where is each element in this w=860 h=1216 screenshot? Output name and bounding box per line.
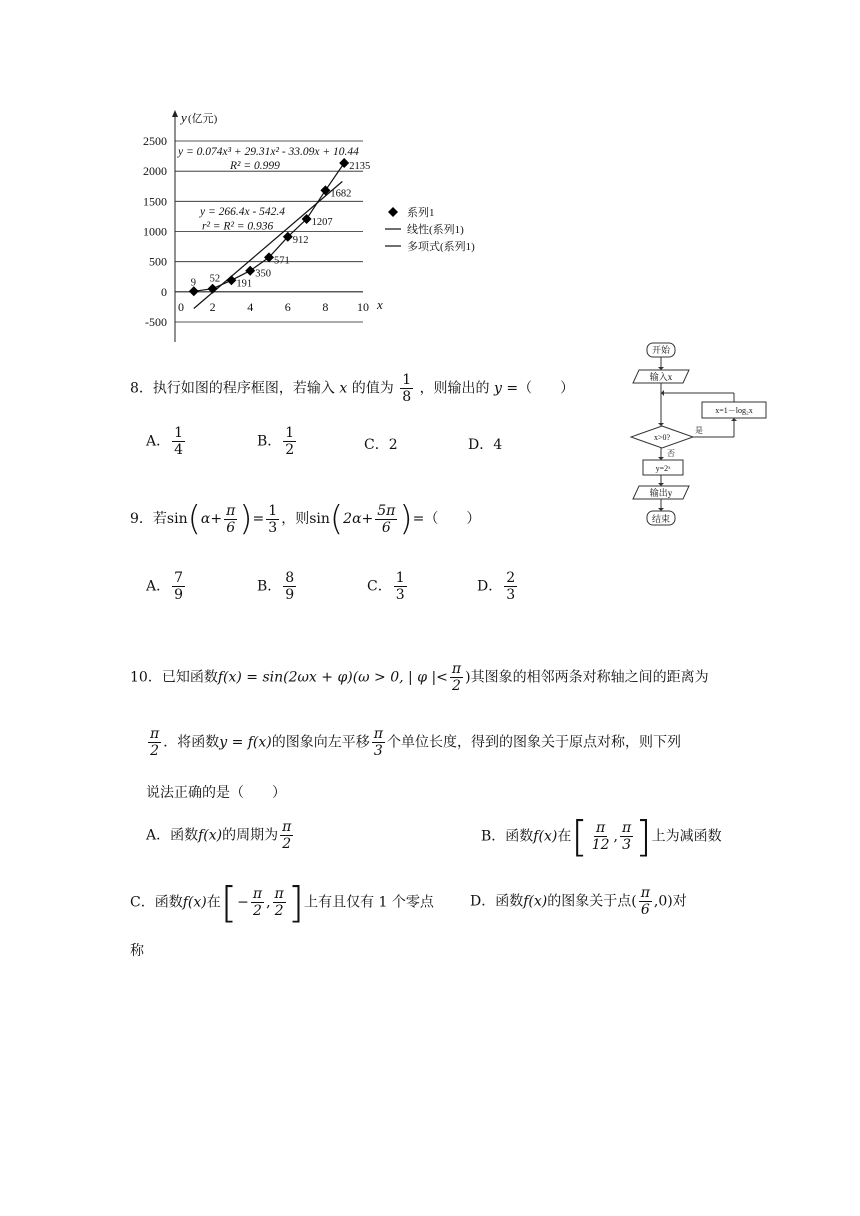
legend-label: 多项式(系列1) [407,241,475,253]
y-axis-arrow [172,110,178,117]
y-axis-unit: (亿元) [188,113,218,125]
data-label: 350 [255,268,271,280]
question-9: 9．若sin(α+ $\frac{\pi}{6}$ )= $\frac{1}{3}$ ，则sin(2α+ $\frac{5\pi}{6}$ )=（ ） [130,499,481,539]
question-10-line-2: $\frac{\pi}{2}$ ．将函数y = f(x)的图象向左平移 $\frac{\pi}{3}$ 个单位长度，得到的图象关于原点对称，则下列 [150,726,681,759]
flow-yes-label: 是 [695,426,703,435]
q8-option-a[interactable]: A． $\frac{1}{4}$ [146,425,184,458]
x-tick-label: 8 [322,299,329,314]
q9-text: =（ ） [412,511,481,527]
program-flowchart [625,338,775,533]
q10-option-a[interactable]: A．函数f(x)的周期为 $\frac{\pi}{2}$ [146,819,292,852]
q9-option-d[interactable]: D． $\frac{2}{3}$ [477,570,516,603]
data-point [320,185,330,195]
data-label: 9 [190,277,197,289]
q8-var-y: y [494,380,502,397]
data-point [339,158,349,168]
q9-option-b[interactable]: B． $\frac{8}{9}$ [257,570,295,603]
flow-decision-label: x>0? [653,433,671,442]
flow-no-label: 否 [667,449,675,458]
q8-text: =（ ） [506,380,575,397]
q9-sin: sin [309,511,330,527]
y-tick-label: -500 [145,315,167,329]
data-point [226,275,236,285]
poly-equation: y = 0.074x³ + 29.31x² - 33.09x + 10.44 [178,145,359,158]
y-tick-label: 2500 [143,134,167,148]
legend-marker-points [388,207,398,217]
x-tick-label: 0 [178,299,184,314]
y-tick-label: 1000 [143,224,167,239]
q8-text: 的值为 [351,380,394,397]
q8-option-c[interactable]: C．2 [364,437,398,453]
question-10-line-3: 说法正确的是（ ） [146,785,286,801]
q8-fraction: $\frac{1}{8}$ [402,372,412,405]
data-label: 2135 [349,161,371,173]
flow-output-label: 输出y [649,488,673,498]
scatter-chart [120,105,520,345]
linear-equation: y = 266.4x - 542.4 [200,206,286,219]
x-axis-label: x [377,296,383,312]
q9-text: ，则 [281,511,310,527]
flow-input-label: 输入x [649,372,673,382]
q9-text: 9．若 [130,511,167,527]
q8-option-d[interactable]: D．4 [468,437,503,453]
legend-label: 线性(系列1) [407,224,464,236]
x-tick-label: 4 [247,299,254,314]
q9-option-a[interactable]: A． $\frac{7}{9}$ [146,570,184,603]
linear-r2: r² = R² = 0.936 [202,220,274,233]
q10-option-d[interactable]: D．函数f(x)的图象关于点( $\frac{\pi}{6}$ ,0)对 [470,885,687,918]
q9-sin: sin [166,511,188,527]
data-label: 571 [274,255,290,267]
q9-option-c[interactable]: C． $\frac{1}{3}$ [367,570,405,603]
q8-text: ，则输出的 [419,380,490,397]
q8-option-b[interactable]: B． $\frac{1}{2}$ [257,425,295,458]
data-point [245,266,255,276]
y-tick-label: 1500 [143,194,167,209]
q8-text: 8．执行如图的程序框图，若输入 [130,380,335,397]
y-tick-label: 2000 [143,164,167,179]
q10-option-b[interactable]: B．函数f(x)在[ $\frac{\pi}{12}$ , $\frac{\pi}{3}$ ]上为减函数 [481,812,722,861]
q8-var-x: x [339,380,348,397]
poly-r2: R² = 0.999 [230,159,280,172]
data-label: 1682 [330,188,352,200]
question-10-line-1: 10．已知函数f(x) = sin(2ωx + φ)(ω > 0, | φ |< $\frac{\pi}{2}$ )其图象的相邻两条对称轴之间的距离为 [130,661,709,694]
question-8 [130,372,574,405]
flow-process-label: x=1－log₂x [715,406,753,415]
data-label: 1207 [311,217,333,229]
y-axis-label: y [181,110,187,125]
x-tick-label: 10 [357,299,369,314]
flow-end-label: 结束 [651,514,671,524]
flow-start-label: 开始 [651,345,671,355]
x-tick-label: 2 [209,299,216,314]
y-tick-label: 0 [161,284,167,299]
q10-option-d-continued: 称 [130,943,144,959]
q10-option-c[interactable]: C．函数f(x)在[− $\frac{\pi}{2}$ , $\frac{\pi}{2}$ ]上有且仅有 1 个零点 [130,878,434,927]
data-label: 191 [236,278,253,290]
data-label: 52 [209,273,221,285]
x-tick-label: 6 [284,299,291,314]
data-label: 912 [292,234,309,246]
legend-label: 系列1 [407,207,435,219]
flow-assign-label: y=2ˣ [655,464,671,473]
y-tick-label: 500 [149,254,167,269]
